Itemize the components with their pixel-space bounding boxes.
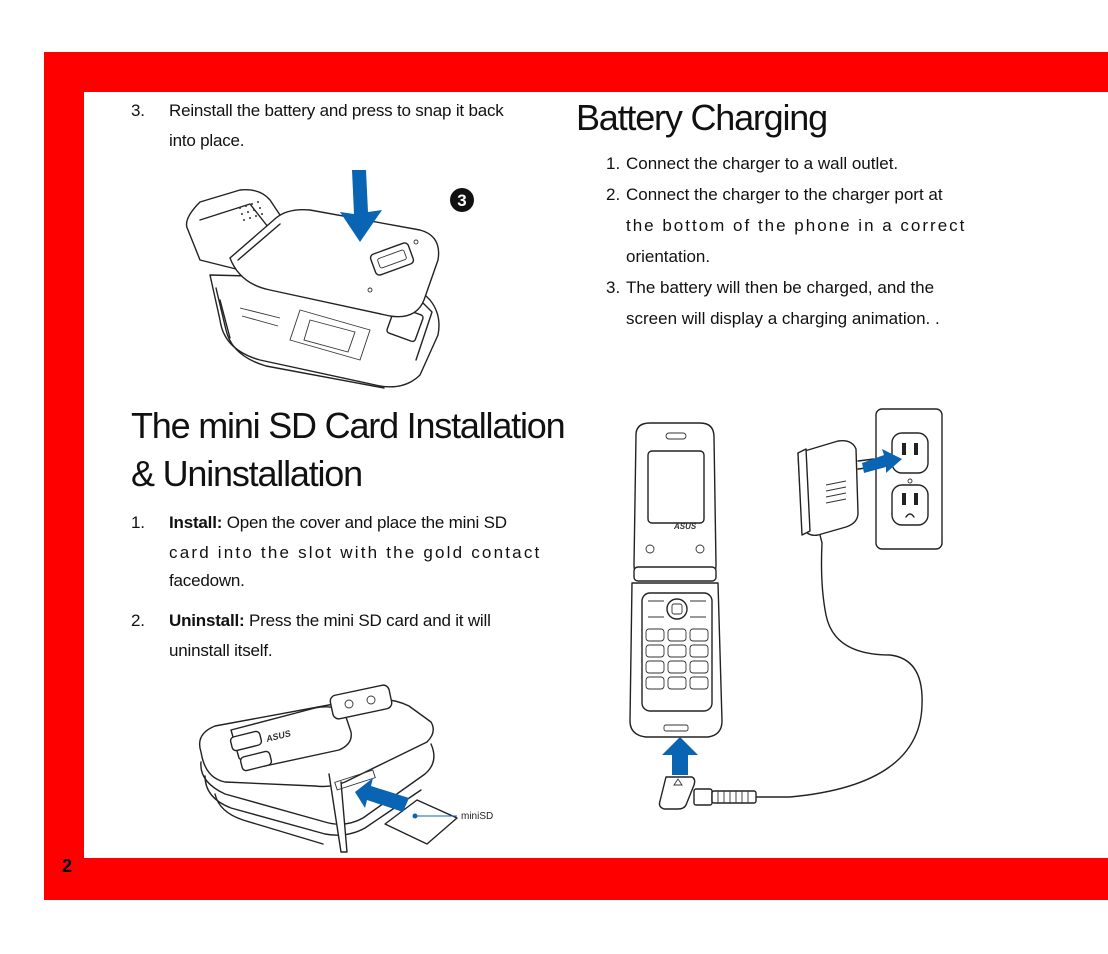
- phone-brand-logo: ASUS: [674, 522, 697, 531]
- battery-install-illustration: [180, 160, 480, 390]
- step-line: orientation.: [626, 247, 711, 266]
- step-text-line2: into place.: [169, 131, 245, 150]
- step-line: The battery will then be charged, and the: [626, 278, 935, 297]
- step-text-line1: Press the mini SD card and it will: [244, 611, 491, 630]
- minisd-illustration: [195, 682, 495, 857]
- page-frame-bottom: [44, 858, 1108, 900]
- step-number: 2.: [606, 185, 621, 204]
- battery-step-3-cont: [169, 126, 244, 156]
- charging-step-3: [606, 272, 994, 334]
- uninstall-label: Uninstall:: [169, 611, 245, 630]
- step-number: 3.: [131, 101, 145, 120]
- page-number: 2: [62, 856, 73, 876]
- minisd-label: miniSD: [461, 811, 494, 822]
- charging-steps-list: [606, 148, 994, 334]
- install-label: Install:: [169, 513, 223, 532]
- step-3-badge: 3: [457, 191, 467, 210]
- step-text-line1: Open the cover and place the mini SD: [222, 513, 507, 532]
- step-number: 1.: [131, 513, 145, 532]
- sd-step-1-line2: card into the slot with the gold contact: [169, 543, 542, 562]
- step-line: the bottom of the phone in a correct: [626, 216, 967, 235]
- step-line: Connect the charger to a wall outlet.: [626, 154, 899, 173]
- sd-section-heading-line2: & Uninstallation: [131, 453, 362, 494]
- charging-step-1: [606, 148, 994, 179]
- sd-section-heading-line1: The mini SD Card Installation: [131, 405, 565, 446]
- page-frame-left: [44, 52, 84, 900]
- step-line: Connect the charger to the charger port at: [626, 185, 943, 204]
- battery-charging-heading: Battery Charging: [576, 97, 827, 138]
- phone-brand-logo: ASUS: [265, 728, 292, 744]
- sd-step-2-line2: uninstall itself.: [169, 641, 273, 660]
- charging-illustration: [630, 405, 950, 815]
- step-line: screen will display a charging animation. .: [626, 309, 940, 328]
- step-text-line1: Reinstall the battery and press to snap it back: [169, 101, 504, 120]
- sd-step-1-line3: facedown.: [169, 571, 245, 590]
- charging-step-2: [606, 179, 994, 272]
- page-frame-top: [44, 52, 1108, 92]
- step-number: 1.: [606, 154, 621, 173]
- step-number: 2.: [131, 611, 145, 630]
- step-number: 3.: [606, 278, 621, 297]
